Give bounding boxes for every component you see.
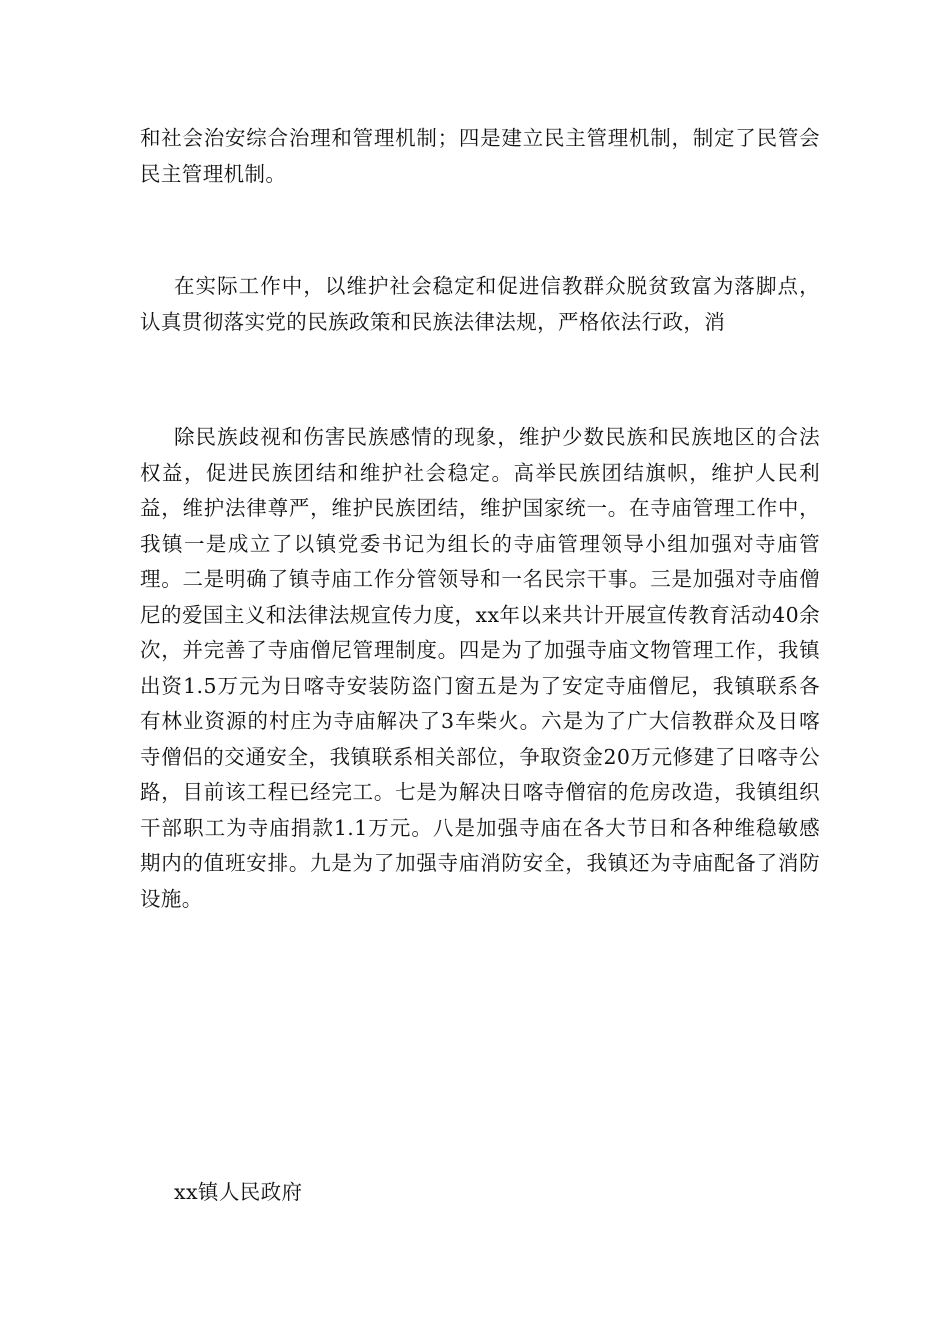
paragraph-practical-work: 在实际工作中，以维护社会稳定和促进信教群众脱贫致富为落脚点，认真贯彻落实党的民族政策和民族法律法规，严格依法行政，消	[140, 274, 820, 334]
paragraph-temple-management: 除民族歧视和伤害民族感情的现象，维护少数民族和民族地区的合法权益，促进民族团结和维护社会稳定。高举民族团结旗帜，维护人民利益，维护法律尊严，维护民族团结，维护国家统一。在寺庙管理工作中，我镇一是成立了以镇党委书记为组长的寺庙管理领导小组加强对寺庙管理。二是明确了镇寺庙工作分管领导和一名民宗干事。三是加强对寺庙僧尼的爱国主义和法律法规宣传力度，xx年以来共计开展宣传教育活动40余次，并完善了寺庙僧尼管理制度。四是为了加强寺庙文物管理工作，我镇出资1.5万元为日喀寺安装防盗门窗五是为了安定寺庙僧尼，我镇联系各有林业资源的村庄为寺庙解决了3车柴火。六是为了广大信教群众及日喀寺僧侣的交通安全，我镇联系相关部位，争取资金20万元修建了日喀寺公路，目前该工程已经完工。七是为解决日喀寺僧宿的危房改造，我镇组织干部职工为寺庙捐款1.1万元。八是加强寺庙在各大节日和各种维稳敏感期内的值班安排。九是为了加强寺庙消防安全，我镇还为寺庙配备了消防设施。	[140, 425, 820, 911]
signature-line: xx镇人民政府	[174, 1180, 303, 1204]
paragraph-continuation: 和社会治安综合治理和管理机制；四是建立民主管理机制，制定了民管会民主管理机制。	[140, 126, 820, 186]
